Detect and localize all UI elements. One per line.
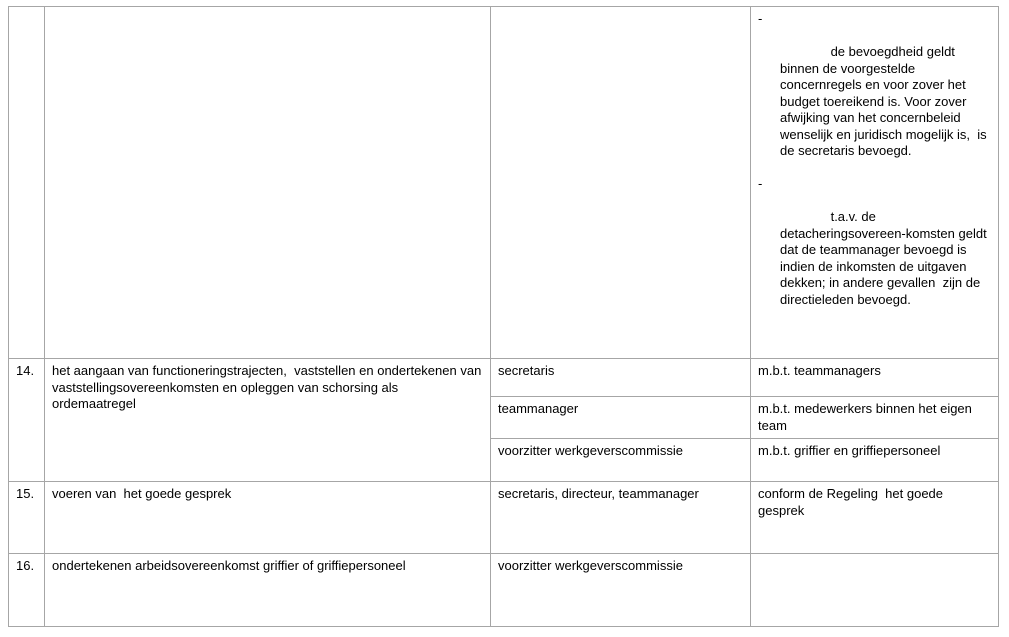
bullet-dash-marker: - [758, 176, 763, 191]
row-condition-cell [751, 554, 999, 627]
row-role-cell: voorzitter werkgeverscommissie [491, 554, 751, 627]
table-row [9, 554, 999, 627]
row-number-cell: 16. [9, 554, 45, 627]
list-item [758, 176, 992, 325]
table-row [9, 359, 999, 397]
row-condition-cell: conform de Regeling het goede gesprek [751, 482, 999, 554]
row-condition-cell: m.b.t. teammanagers [751, 359, 999, 397]
bullet-text: de bevoegdheid geldt binnen de voorgestelde concernregels en voor zover het budget toereikend is. Voor zover afwijking van het concernbeleid wenselijk en juridisch mogelijk is, is de secretaris bevoegd. [780, 44, 991, 158]
row-description-cell: het aangaan van functioneringstrajecten, vaststellen en ondertekenen van vaststellingsovereenkomsten en opleggen van schorsing als ordemaatregel [45, 359, 491, 482]
row-role-cell: secretaris, directeur, teammanager [491, 482, 751, 554]
row-role-cell [491, 7, 751, 359]
row-number-cell: 14. [9, 359, 45, 482]
row-condition-cell: m.b.t. medewerkers binnen het eigen team [751, 397, 999, 439]
row-condition-cell: m.b.t. griffier en griffiepersoneel [751, 439, 999, 482]
row-description-cell: voeren van het goede gesprek [45, 482, 491, 554]
row-number-cell: 15. [9, 482, 45, 554]
row-number-cell [9, 7, 45, 359]
row-description-cell [45, 7, 491, 359]
table-row [9, 482, 999, 554]
row-condition-cell [751, 7, 999, 359]
list-item [758, 11, 992, 176]
row-role-cell: voorzitter werkgeverscommissie [491, 439, 751, 482]
row-role-cell: teammanager [491, 397, 751, 439]
row-role-cell: secretaris [491, 359, 751, 397]
row-description-cell: ondertekenen arbeidsovereenkomst griffier of griffiepersoneel [45, 554, 491, 627]
authorisation-table [8, 6, 999, 627]
table-row [9, 7, 999, 359]
bullet-text: t.a.v. de detacheringsovereen-komsten geldt dat de teammanager bevoegd is indien de inkomsten de uitgaven dekken; in andere gevallen zijn de directieleden bevoegd. [780, 209, 991, 307]
bullet-dash-marker: - [758, 11, 763, 26]
condition-bullet-list [758, 11, 992, 325]
